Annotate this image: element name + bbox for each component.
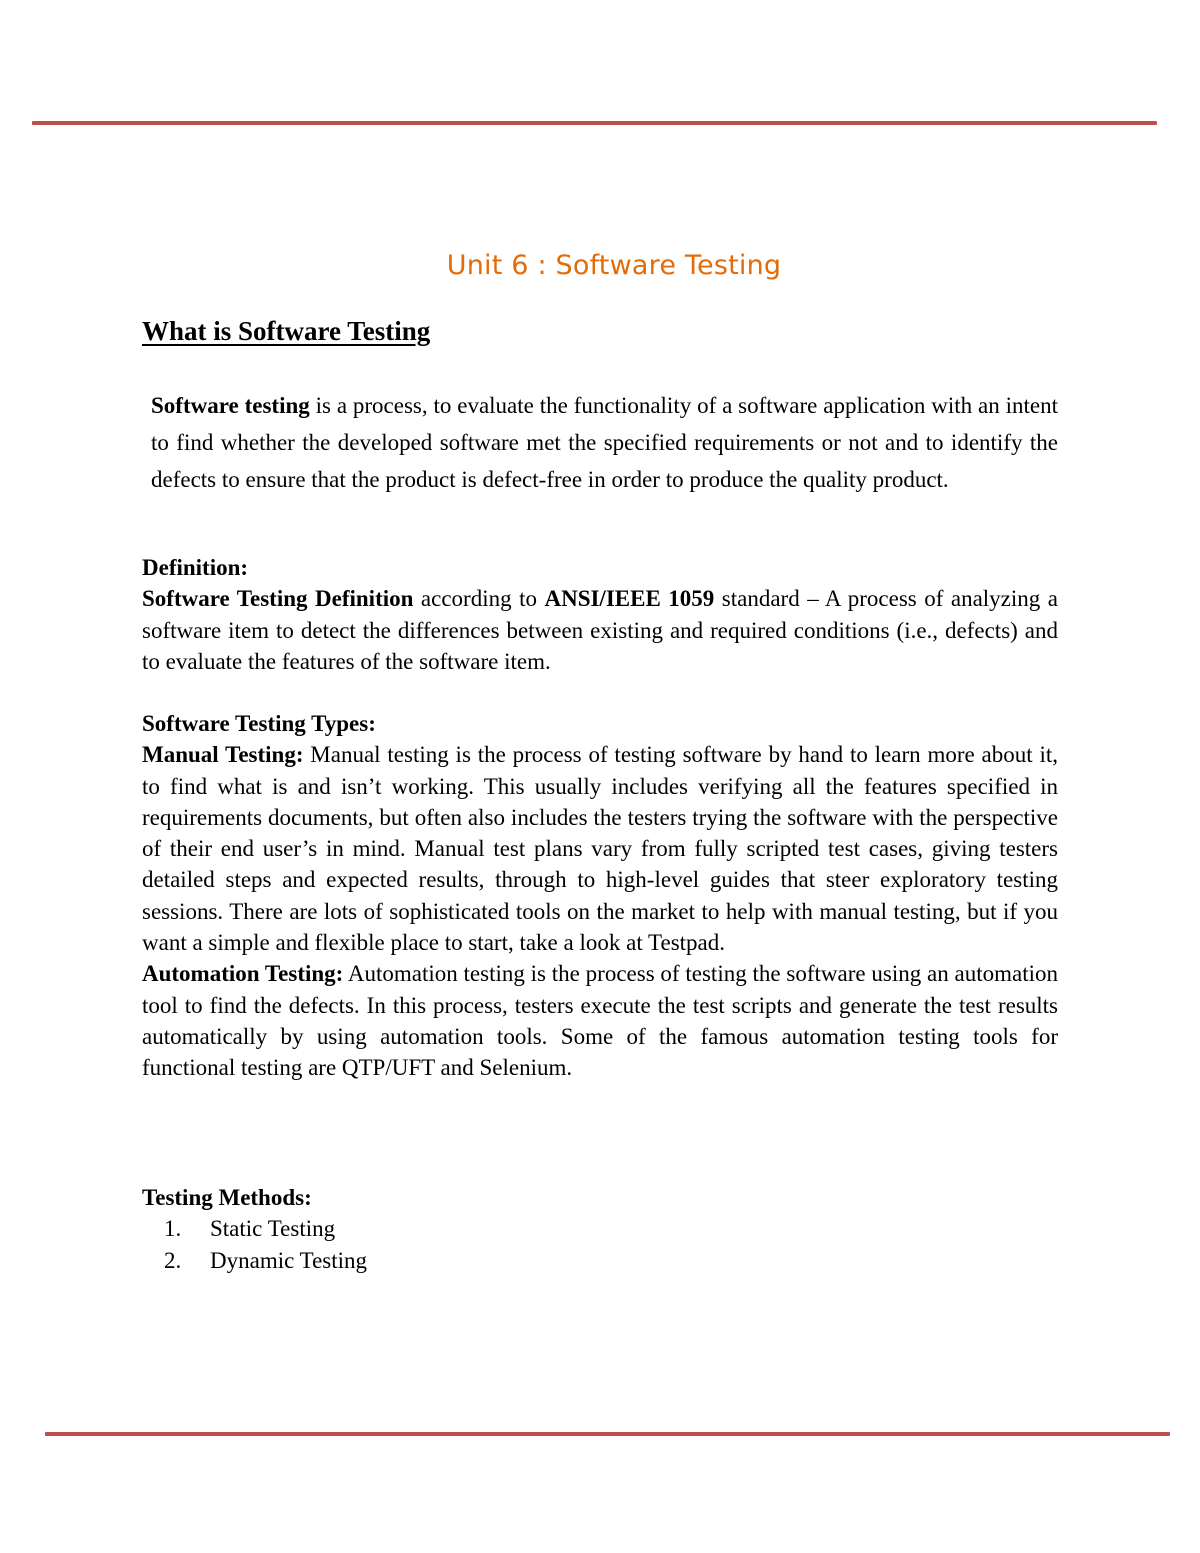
testing-methods-list <box>142 1213 1058 1276</box>
list-item-label: Dynamic Testing <box>210 1247 368 1273</box>
manual-testing-paragraph <box>142 739 1058 958</box>
definition-text-2: standard – A process of analyzing a software item to detect the differences between existing and required conditions (i.e., defects) and to evaluate the features of the software item. <box>142 586 1058 674</box>
top-divider <box>32 121 1157 125</box>
list-item-number: 1. <box>164 1216 182 1242</box>
list-item <box>164 1213 1058 1244</box>
definition-paragraph <box>142 583 1058 677</box>
intro-term: Software testing <box>151 393 310 418</box>
list-item-label: Static Testing <box>210 1216 336 1242</box>
manual-testing-term: Manual Testing: <box>142 742 304 768</box>
manual-testing-text: Manual testing is the process of testing software by hand to learn more about it, to find what is and isn’t working. This usually includes verifying all the features specified in requirements documents, but often also includes the testers trying the software with the perspective of their end user’s in mind. Manual test plans vary from fully scripted test cases, giving testers detailed steps and expected results, through to high-level guides that steer exploratory testing sessions. There are lots of sophisticated tools on the market to help with manual testing, but if you want a simple and flexible place to start, take a look at Testpad. <box>142 742 1058 956</box>
testing-types-section <box>142 708 1058 1084</box>
testing-methods-label: Testing Methods: <box>142 1185 312 1210</box>
definition-label: Definition: <box>142 555 249 580</box>
list-item-number: 2. <box>164 1247 182 1273</box>
section-heading: What is Software Testing <box>142 316 431 346</box>
testing-methods-section <box>142 1182 1058 1276</box>
definition-term: Software Testing Definition <box>142 586 414 612</box>
definition-section <box>142 552 1058 677</box>
automation-testing-paragraph <box>142 958 1058 1083</box>
intro-paragraph <box>151 387 1058 498</box>
intro-text: is a process, to evaluate the functionality of a software application with an intent to find whether the developed software met the specified requirements or not and to identify the defects to ensure that the product is defect-free in order to produce the quality product. <box>151 393 1058 492</box>
automation-testing-term: Automation Testing: <box>142 961 344 987</box>
list-item <box>164 1245 1058 1276</box>
unit-title: Unit 6 : Software Testing <box>446 250 782 281</box>
definition-text-1: according to <box>413 586 545 612</box>
testing-types-label: Software Testing Types: <box>142 711 376 736</box>
automation-testing-text: Automation testing is the process of testing the software using an automation tool to find the defects. In this process, testers execute the test scripts and generate the test results automatically by using automation tools. Some of the famous automation testing tools for functional testing are QTP/UFT and Selenium. <box>142 961 1058 1081</box>
definition-standard: ANSI/IEEE 1059 <box>544 586 715 612</box>
bottom-divider <box>45 1432 1170 1436</box>
